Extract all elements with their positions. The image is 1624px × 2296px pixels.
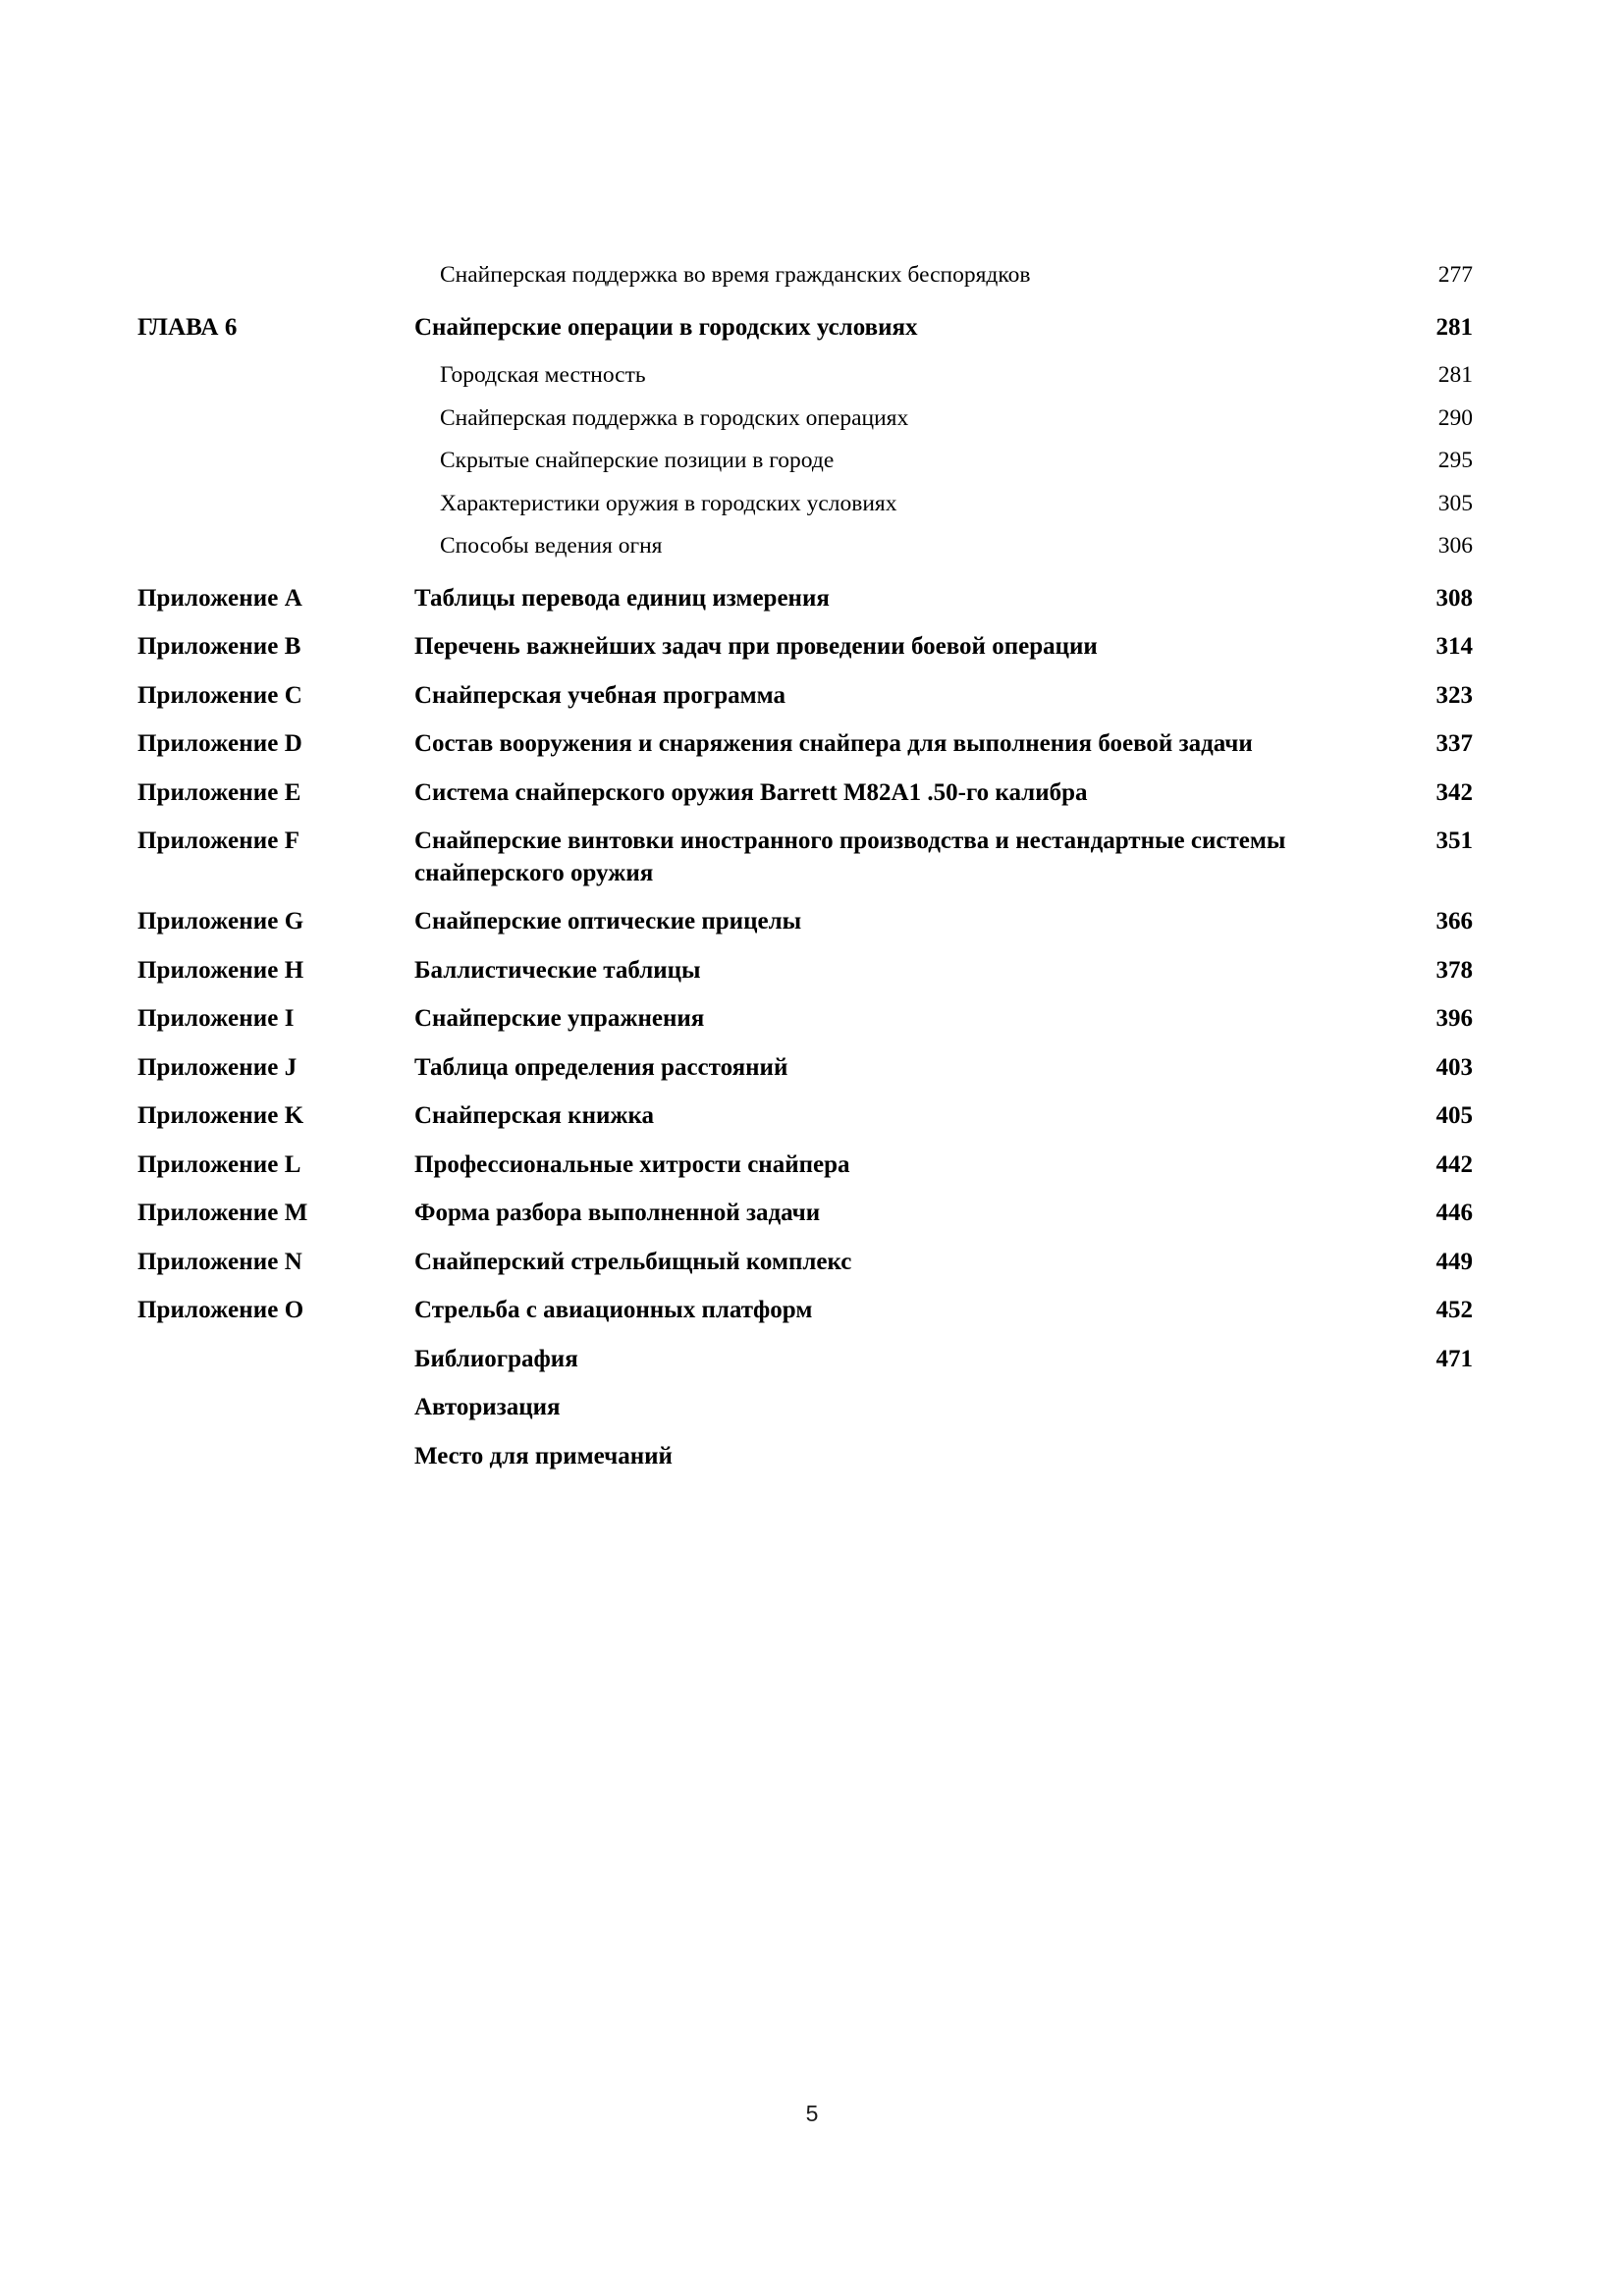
toc-entry-title: Авторизация: [414, 1394, 561, 1421]
toc-entry-page-number: 281: [1437, 362, 1473, 389]
toc-entry-title: Скрытые снайперские позиции в городе: [440, 448, 835, 474]
toc-entry-row: [137, 1344, 1473, 1376]
toc-entry-title: Способы ведения огня: [440, 533, 663, 560]
toc-entry-title: Снайперская поддержка во время гражданских беспорядков: [440, 262, 1031, 288]
toc-entry-title: Снайперские операции в городских условиях: [414, 313, 918, 341]
toc-entry-page-number: 281: [1435, 313, 1473, 341]
toc-entry-row: [137, 826, 1473, 889]
toc-entry-title: Снайперские винтовки иностранного производства и нестандартные системы снайперского оружия: [414, 828, 1286, 886]
toc-entry-row: [137, 955, 1473, 988]
toc-entry-title: Характеристики оружия в городских условиях: [440, 490, 897, 516]
toc-entry-title: Профессиональные хитрости снайпера: [414, 1150, 850, 1178]
toc-entry-label: Приложение M: [137, 1200, 308, 1227]
toc-subentry-row: [137, 446, 1473, 476]
toc-entry-page-number: 342: [1435, 778, 1473, 806]
toc-entry-title: Таблица определения расстояний: [414, 1053, 788, 1081]
toc-entry-title: Перечень важнейших задач при проведении боевой операции: [414, 633, 1098, 661]
toc-entry-page-number: 351: [1435, 828, 1473, 855]
toc-entry-page-number: 314: [1435, 633, 1473, 661]
toc-entry-title: Библиография: [414, 1345, 578, 1372]
toc-entry-page-number: 308: [1435, 584, 1473, 612]
toc-entry-page-number: 306: [1437, 533, 1473, 560]
toc-entry-row: [137, 312, 1473, 345]
toc-entry-row: [137, 777, 1473, 810]
toc-subentry-row: [137, 531, 1473, 561]
toc-entry-title: Таблицы перевода единиц измерения: [414, 584, 830, 612]
toc-entry-page-number: 305: [1437, 490, 1473, 516]
toc-entry-title: Снайперские оптические прицелы: [414, 908, 802, 935]
toc-entry-title: Баллистические таблицы: [414, 956, 701, 984]
toc-entry-title: Система снайперского оружия Barrett M82A1 .50-го калибра: [414, 778, 1088, 806]
toc-subentry-row: [137, 489, 1473, 519]
toc-entry-label: Приложение N: [137, 1248, 302, 1275]
toc-entry-row: [137, 1100, 1473, 1133]
toc-entry-title: Городская местность: [440, 362, 646, 389]
toc-entry-row: [137, 1003, 1473, 1036]
toc-entry-row: [137, 1052, 1473, 1085]
toc-entry-row: [137, 1198, 1473, 1230]
toc-entry-title: Форма разбора выполненной задачи: [414, 1200, 821, 1227]
toc-entry-label: Приложение H: [137, 956, 304, 984]
toc-entry-title: Состав вооружения и снаряжения снайпера для выполнения боевой задачи: [414, 730, 1253, 758]
toc-subentry-row: [137, 403, 1473, 434]
table-of-contents: [137, 260, 1473, 1489]
toc-entry-page-number: 366: [1435, 908, 1473, 935]
toc-entry-label: Приложение A: [137, 584, 302, 612]
toc-entry-page-number: 337: [1435, 730, 1473, 758]
toc-entry-title: Снайперская книжка: [414, 1102, 655, 1130]
toc-entry-page-number: 277: [1437, 262, 1473, 288]
toc-entry-page-number: 295: [1437, 448, 1473, 474]
toc-entry-label: Приложение E: [137, 778, 301, 806]
toc-entry-row: [137, 631, 1473, 664]
toc-entry-page-number: 323: [1435, 681, 1473, 709]
toc-entry-row: [137, 583, 1473, 615]
toc-entry-label: Приложение K: [137, 1102, 304, 1130]
toc-entry-row: [137, 906, 1473, 938]
toc-entry-page-number: 405: [1435, 1102, 1473, 1130]
toc-entry-row: [137, 680, 1473, 713]
toc-entry-page-number: 290: [1437, 404, 1473, 431]
toc-entry-label: Приложение I: [137, 1005, 295, 1033]
toc-entry-title: Снайперская поддержка в городских операциях: [440, 404, 909, 431]
toc-entry-label: Приложение L: [137, 1150, 301, 1178]
toc-entry-title: Снайперский стрельбищный комплекс: [414, 1248, 852, 1275]
toc-entry-title: Снайперские упражнения: [414, 1005, 705, 1033]
toc-entry-page-number: 471: [1435, 1345, 1473, 1372]
toc-entry-page-number: 403: [1435, 1053, 1473, 1081]
toc-entry-page-number: 452: [1435, 1297, 1473, 1324]
toc-entry-page-number: 378: [1435, 956, 1473, 984]
toc-entry-row: [137, 728, 1473, 761]
toc-entry-row: [137, 1441, 1473, 1473]
toc-subentry-row: [137, 360, 1473, 391]
toc-entry-label: Приложение F: [137, 828, 300, 855]
page-folio: 5: [805, 2101, 819, 2126]
toc-entry-label: Приложение G: [137, 908, 304, 935]
toc-entry-label: ГЛАВА 6: [137, 313, 238, 341]
toc-entry-label: Приложение J: [137, 1053, 298, 1081]
toc-entry-page-number: 396: [1435, 1005, 1473, 1033]
toc-entry-row: [137, 1295, 1473, 1327]
toc-entry-row: [137, 1247, 1473, 1279]
toc-entry-label: Приложение D: [137, 730, 302, 758]
toc-entry-title: Место для примечаний: [414, 1442, 673, 1469]
toc-entry-label: Приложение C: [137, 681, 302, 709]
toc-subentry-row: [137, 260, 1473, 291]
toc-entry-label: Приложение B: [137, 633, 301, 661]
toc-entry-page-number: 446: [1435, 1200, 1473, 1227]
toc-entry-row: [137, 1392, 1473, 1424]
toc-entry-row: [137, 1149, 1473, 1182]
toc-entry-page-number: 442: [1435, 1150, 1473, 1178]
toc-entry-label: Приложение O: [137, 1297, 304, 1324]
toc-entry-title: Снайперская учебная программа: [414, 681, 785, 709]
toc-entry-page-number: 449: [1435, 1248, 1473, 1275]
toc-entry-title: Стрельба с авиационных платформ: [414, 1297, 813, 1324]
